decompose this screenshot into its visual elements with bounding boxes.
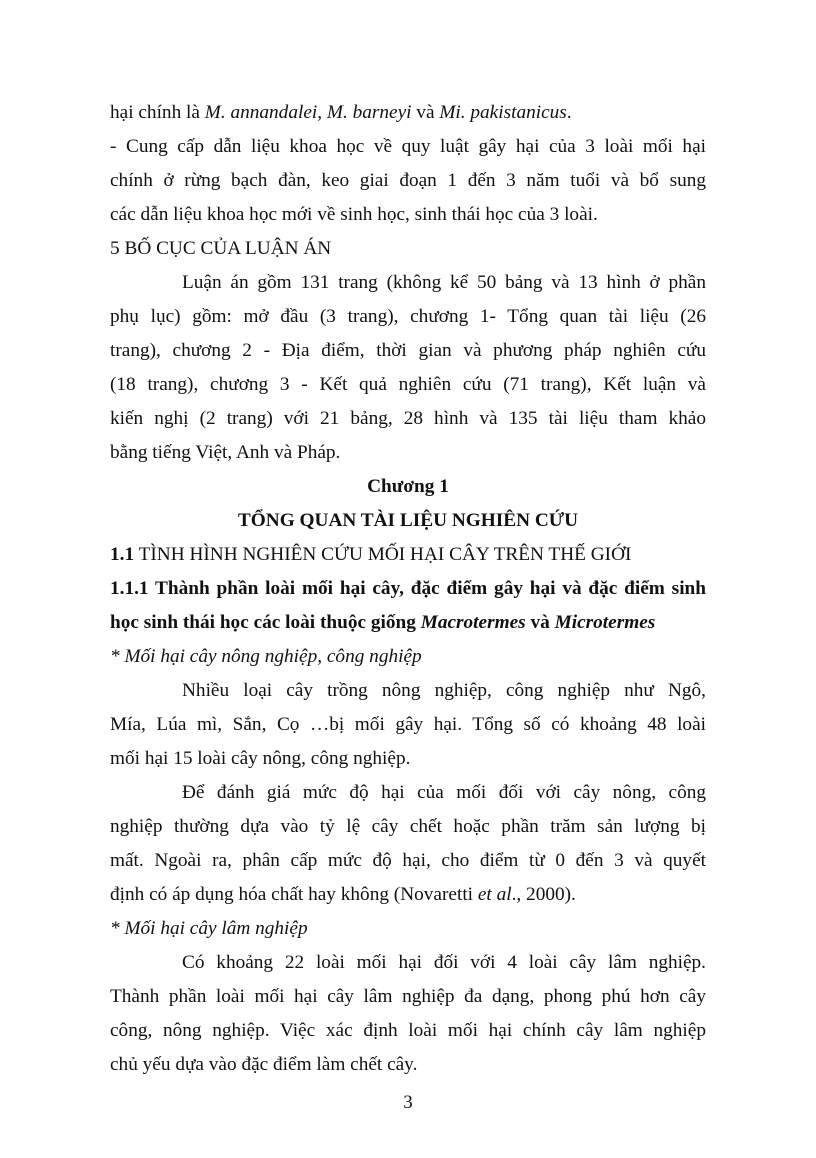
paragraph-line: định có áp dụng hóa chất hay không (Novaretti et al., 2000). bbox=[110, 884, 576, 905]
paragraph-line: mất. Ngoài ra, phân cấp mức độ hại, cho điểm từ 0 đến 3 và quyết bbox=[110, 850, 706, 871]
paragraph-line: mối hại 15 loài cây nông, công nghiệp. bbox=[110, 748, 411, 769]
citation-etal: et al bbox=[477, 884, 512, 905]
genus-name: Macrotermes bbox=[420, 612, 526, 633]
paragraph-line: nghiệp thường dựa vào tỷ lệ cây chết hoặc phần trăm sản lượng bị bbox=[110, 816, 706, 837]
paragraph-line: hại chính là M. annandalei, M. barneyi và Mi. pakistanicus. bbox=[110, 102, 572, 123]
section-heading: 1.1 TÌNH HÌNH NGHIÊN CỨU MỐI HẠI CÂY TRÊN THẾ GIỚI bbox=[110, 544, 632, 565]
paragraph-line: phụ lục) gồm: mở đầu (3 trang), chương 1- Tổng quan tài liệu (26 bbox=[110, 306, 706, 327]
chapter-label: Chương 1 bbox=[367, 476, 449, 497]
paragraph-line: chủ yếu dựa vào đặc điểm làm chết cây. bbox=[110, 1054, 418, 1075]
paragraph-line: Để đánh giá mức độ hại của mối đối với cây nông, công bbox=[182, 782, 706, 803]
chapter-title: TỔNG QUAN TÀI LIỆU NGHIÊN CỨU bbox=[237, 510, 579, 531]
page-number: 3 bbox=[403, 1092, 413, 1113]
genus-name: Microtermes bbox=[554, 612, 656, 633]
paragraph-line: Nhiều loại cây trồng nông nghiệp, công nghiệp như Ngô, bbox=[182, 680, 706, 701]
paragraph-line: trang), chương 2 - Địa điểm, thời gian và phương pháp nghiên cứu bbox=[110, 340, 706, 361]
section-heading: 5 BỐ CỤC CỦA LUẬN ÁN bbox=[110, 238, 332, 259]
paragraph-line: chính ở rừng bạch đàn, keo giai đoạn 1 đến 3 năm tuổi và bổ sung bbox=[110, 170, 706, 191]
paragraph-line: công, nông nghiệp. Việc xác định loài mối hại chính cây lâm nghiệp bbox=[110, 1020, 706, 1041]
paragraph-line: các dẫn liệu khoa học mới về sinh học, sinh thái học của 3 loài. bbox=[110, 204, 598, 225]
bullet-line: - Cung cấp dẫn liệu khoa học về quy luật gây hại của 3 loài mối hại bbox=[110, 136, 706, 157]
topic-heading: * Mối hại cây nông nghiệp, công nghiệp bbox=[110, 646, 422, 667]
paragraph-line: Thành phần loài mối hại cây lâm nghiệp đa dạng, phong phú hơn cây bbox=[110, 986, 706, 1007]
topic-heading: * Mối hại cây lâm nghiệp bbox=[110, 918, 308, 939]
species-names: M. annandalei, M. barneyi bbox=[204, 102, 412, 123]
paragraph-line: (18 trang), chương 3 - Kết quả nghiên cứu (71 trang), Kết luận và bbox=[110, 374, 706, 395]
species-name: Mi. pakistanicus bbox=[439, 102, 567, 123]
paragraph-line: Có khoảng 22 loài mối hại đối với 4 loài cây lâm nghiệp. bbox=[182, 952, 706, 973]
paragraph-line: bằng tiếng Việt, Anh và Pháp. bbox=[110, 442, 341, 463]
paragraph-line: kiến nghị (2 trang) với 21 bảng, 28 hình và 135 tài liệu tham khảo bbox=[110, 408, 706, 429]
subsection-heading: 1.1.1 Thành phần loài mối hại cây, đặc điểm gây hại và đặc điểm sinh bbox=[110, 578, 706, 599]
paragraph-line: Mía, Lúa mì, Sắn, Cọ …bị mối gây hại. Tổng số có khoảng 48 loài bbox=[110, 714, 706, 735]
subsection-heading: học sinh thái học các loài thuộc giống Macrotermes và Microtermes bbox=[110, 612, 656, 633]
section-number: 1.1 bbox=[110, 544, 135, 565]
paragraph-line: Luận án gồm 131 trang (không kể 50 bảng và 13 hình ở phần bbox=[182, 272, 706, 293]
